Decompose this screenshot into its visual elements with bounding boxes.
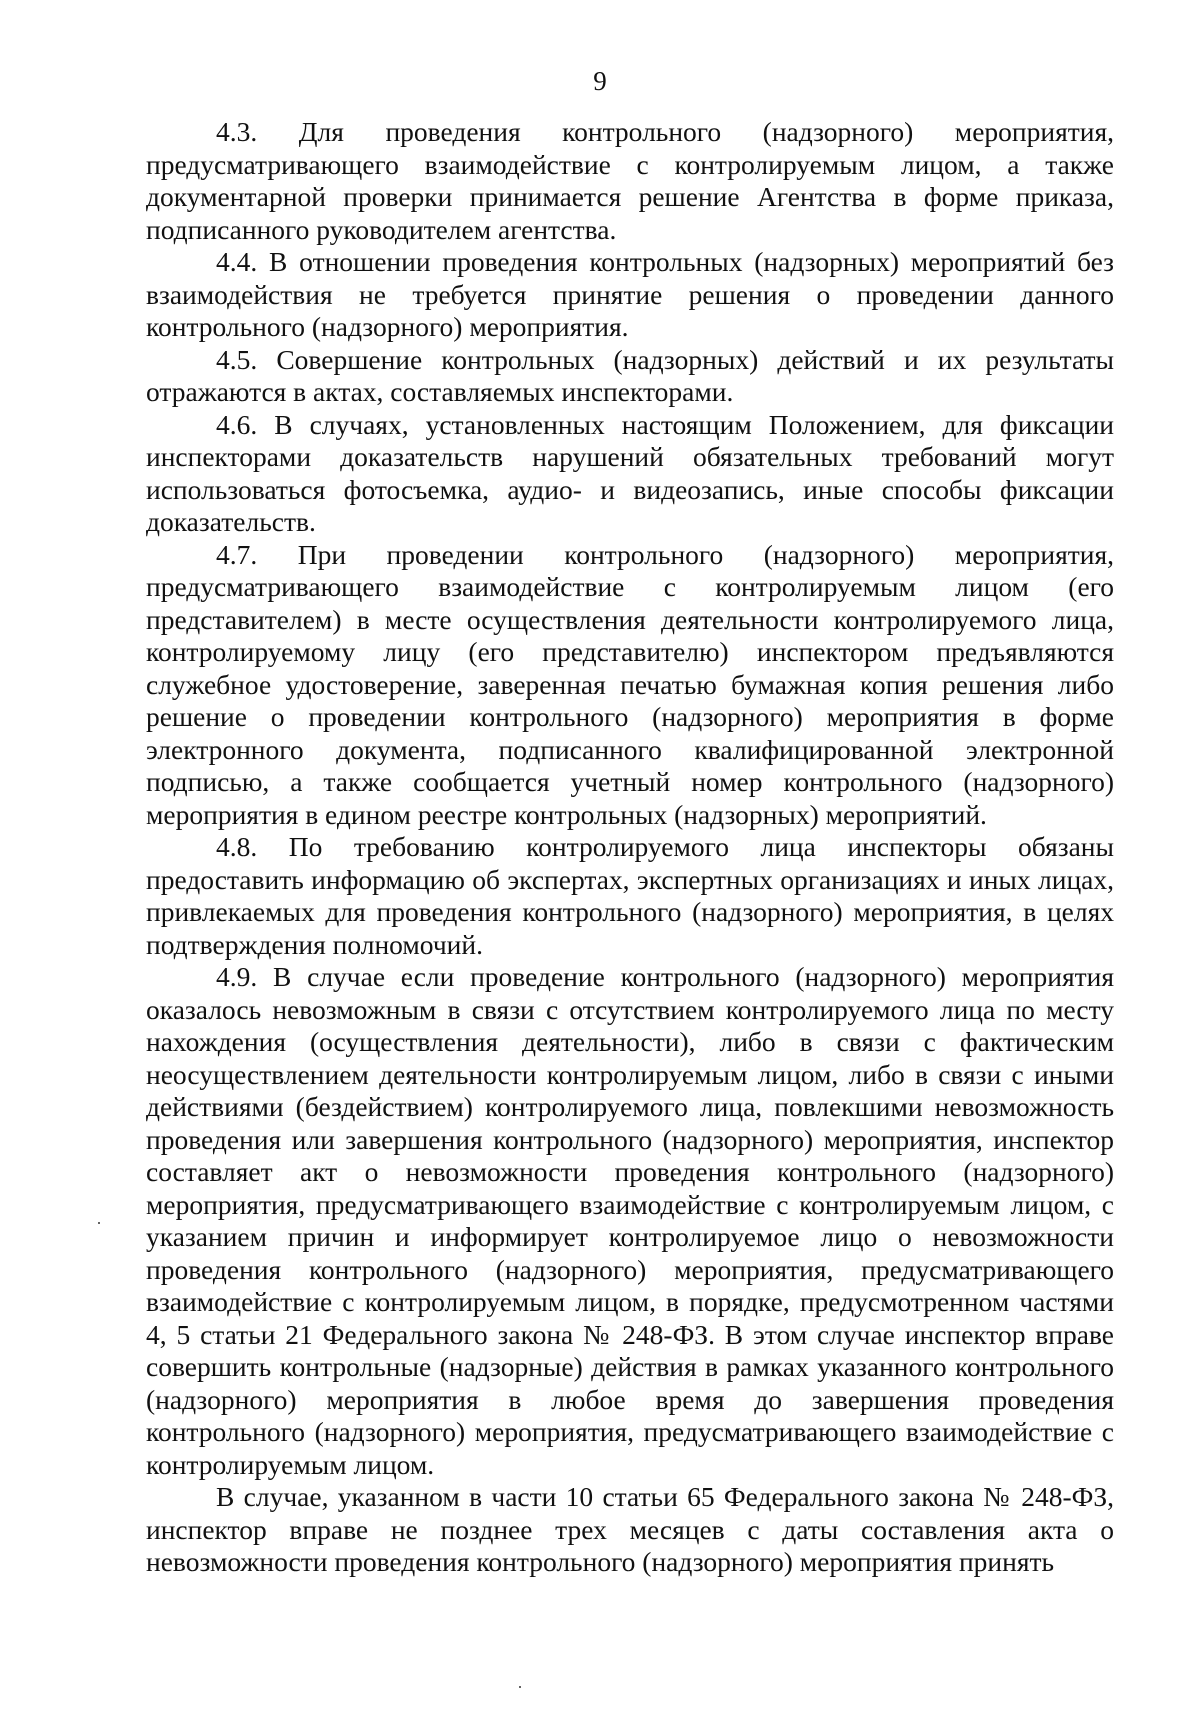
paragraph-4-8: 4.8. По требованию контролируемого лица инспекторы обязаны предоставить информацию об экспертах, экспертных организациях и иных лицах, привлекаемых для проведения контрольного (надзорного) мероприятия, в целях подтверждения полномочий. <box>146 831 1114 960</box>
paragraph-4-3: 4.3. Для проведения контрольного (надзорного) мероприятия, предусматривающего взаимодействие с контролируемым лицом, а также документарной проверки принимается решение Агентства в форме приказа, подписанного руководителем агентства. <box>146 116 1114 245</box>
scan-speck <box>98 1222 100 1224</box>
paragraph-4-9: 4.9. В случае если проведение контрольного (надзорного) мероприятия оказалось невозможным в связи с отсутствием контролируемого лица по месту нахождения (осуществления деятельности), либо в связи с фактическим неосуществлением деятельности контролируемым лицом, либо в связи с иными действиями (бездействием) контролируемого лица, повлекшими невозможность проведения или завершения контрольного (надзорного) мероприятия, инспектор составляет акт о невозможности проведения контрольного (надзорного) мероприятия, предусматривающего взаимодействие с контролируемым лицом, с указанием причин и информирует контролируемое лицо о невозможности проведения контрольного (надзорного) мероприятия, предусматривающего взаимодействие с контролируемым лицом, в порядке, предусмотренном частями 4, 5 статьи 21 Федерального закона № 248-ФЗ. В этом случае инспектор вправе совершить контрольные (надзорные) действия в рамках указанного контрольного (надзорного) мероприятия в любое время до завершения проведения контрольного (надзорного) мероприятия, предусматривающего взаимодействие с контролируемым лицом. <box>146 961 1114 1480</box>
paragraph-4-5: 4.5. Совершение контрольных (надзорных) действий и их результаты отражаются в актах, составляемых инспекторами. <box>146 343 1114 407</box>
scan-speck <box>519 1686 521 1688</box>
document-body <box>146 116 1114 1579</box>
paragraph-continuation: В случае, указанном в части 10 статьи 65 Федерального закона № 248-ФЗ, инспектор вправе не позднее трех месяцев с даты составления акта о невозможности проведения контрольного (надзорного) мероприятия принять <box>146 1481 1114 1577</box>
page-number: 9 <box>593 66 607 96</box>
paragraph-4-6: 4.6. В случаях, установленных настоящим Положением, для фиксации инспекторами доказательств нарушений обязательных требований могут использоваться фотосъемка, аудио- и видеозапись, иные способы фиксации доказательств. <box>146 408 1114 537</box>
paragraph-4-7: 4.7. При проведении контрольного (надзорного) мероприятия, предусматривающего взаимодействие с контролируемым лицом (его представителем) в месте осуществления деятельности контролируемого лица, контролируемому лицу (его представителю) инспектором предъявляются служебное удостоверение, заверенная печатью бумажная копия решения либо решение о проведении контрольного (надзорного) мероприятия в форме электронного документа, подписанного квалифицированной электронной подписью, а также сообщается учетный номер контрольного (надзорного) мероприятия в едином реестре контрольных (надзорных) мероприятий. <box>146 538 1114 830</box>
paragraph-4-4: 4.4. В отношении проведения контрольных (надзорных) мероприятий без взаимодействия не требуется принятие решения о проведении данного контрольного (надзорного) мероприятия. <box>146 246 1114 342</box>
